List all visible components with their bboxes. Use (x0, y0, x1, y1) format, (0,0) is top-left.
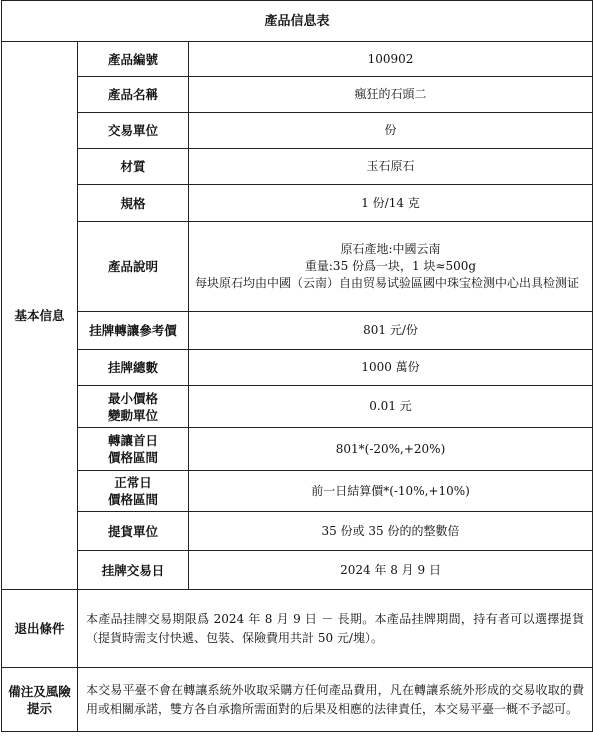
basic-info-label: 基本信息 (2, 42, 78, 590)
product-info-table (1, 0, 593, 732)
row-label-listing-date: 挂牌交易日 (78, 551, 189, 590)
exit-conditions-text: 本產品挂牌交易期限爲 2024 年 8 月 9 日 － 長期。本產品挂牌期間，持有者可以選擇提貨（提貨時需支付快遞、包裝、保險費用共計 50 元/塊）。 (78, 590, 593, 668)
description-weight: 重量:35 份爲一块，1 块≈500g (304, 259, 477, 273)
row-value-description (189, 222, 593, 312)
row-label-total-listed: 挂牌總數 (78, 350, 189, 386)
row-value-material: 玉石原石 (189, 149, 593, 185)
row-value-normal-day-range: 前一日結算價*(-10%,+10%) (189, 471, 593, 512)
row-value-product-name: 瘋狂的石頭二 (189, 77, 593, 113)
row-value-product-code: 100902 (189, 42, 593, 77)
row-value-spec: 1 份/14 克 (189, 185, 593, 222)
row-value-delivery-unit: 35 份或 35 份的的整數倍 (189, 512, 593, 551)
risk-notice-label: 備注及風險提示 (2, 668, 78, 732)
description-origin: 原石產地:中國云南 (340, 242, 441, 256)
row-value-total-listed: 1000 萬份 (189, 350, 593, 386)
row-label-material: 材質 (78, 149, 189, 185)
risk-notice-text: 本交易平臺不會在轉讓系統外收取采購方任何產品費用，凡在轉讓系統外形成的交易收取的費用或相關承諾，雙方各自承擔所需面對的后果及相應的法律責任，本交易平臺一概不予認可。 (78, 668, 593, 732)
row-label-description: 產品說明 (78, 222, 189, 312)
exit-conditions-label: 退出條件 (2, 590, 78, 668)
row-label-delivery-unit: 提貨單位 (78, 512, 189, 551)
row-value-first-day-range: 801*(-20%,+20%) (189, 428, 593, 471)
row-value-reference-price: 801 元/份 (189, 312, 593, 350)
row-label-reference-price: 挂牌轉讓參考價 (78, 312, 189, 350)
row-label-min-price-change: 最小價格 變動單位 (78, 386, 189, 428)
row-label-product-name: 產品名稱 (78, 77, 189, 113)
row-value-listing-date: 2024 年 8 月 9 日 (189, 551, 593, 590)
row-label-trade-unit: 交易單位 (78, 113, 189, 149)
description-certificate: 每块原石均由中國（云南）自由贸易试验區國中珠宝检测中心出具检测证 (195, 276, 580, 290)
row-label-product-code: 產品編號 (78, 42, 189, 77)
row-label-first-day-range: 轉讓首日 價格區間 (78, 428, 189, 471)
row-label-normal-day-range: 正常日 價格區間 (78, 471, 189, 512)
table-title: 產品信息表 (2, 1, 593, 42)
row-value-min-price-change: 0.01 元 (189, 386, 593, 428)
row-label-spec: 規格 (78, 185, 189, 222)
row-value-trade-unit: 份 (189, 113, 593, 149)
